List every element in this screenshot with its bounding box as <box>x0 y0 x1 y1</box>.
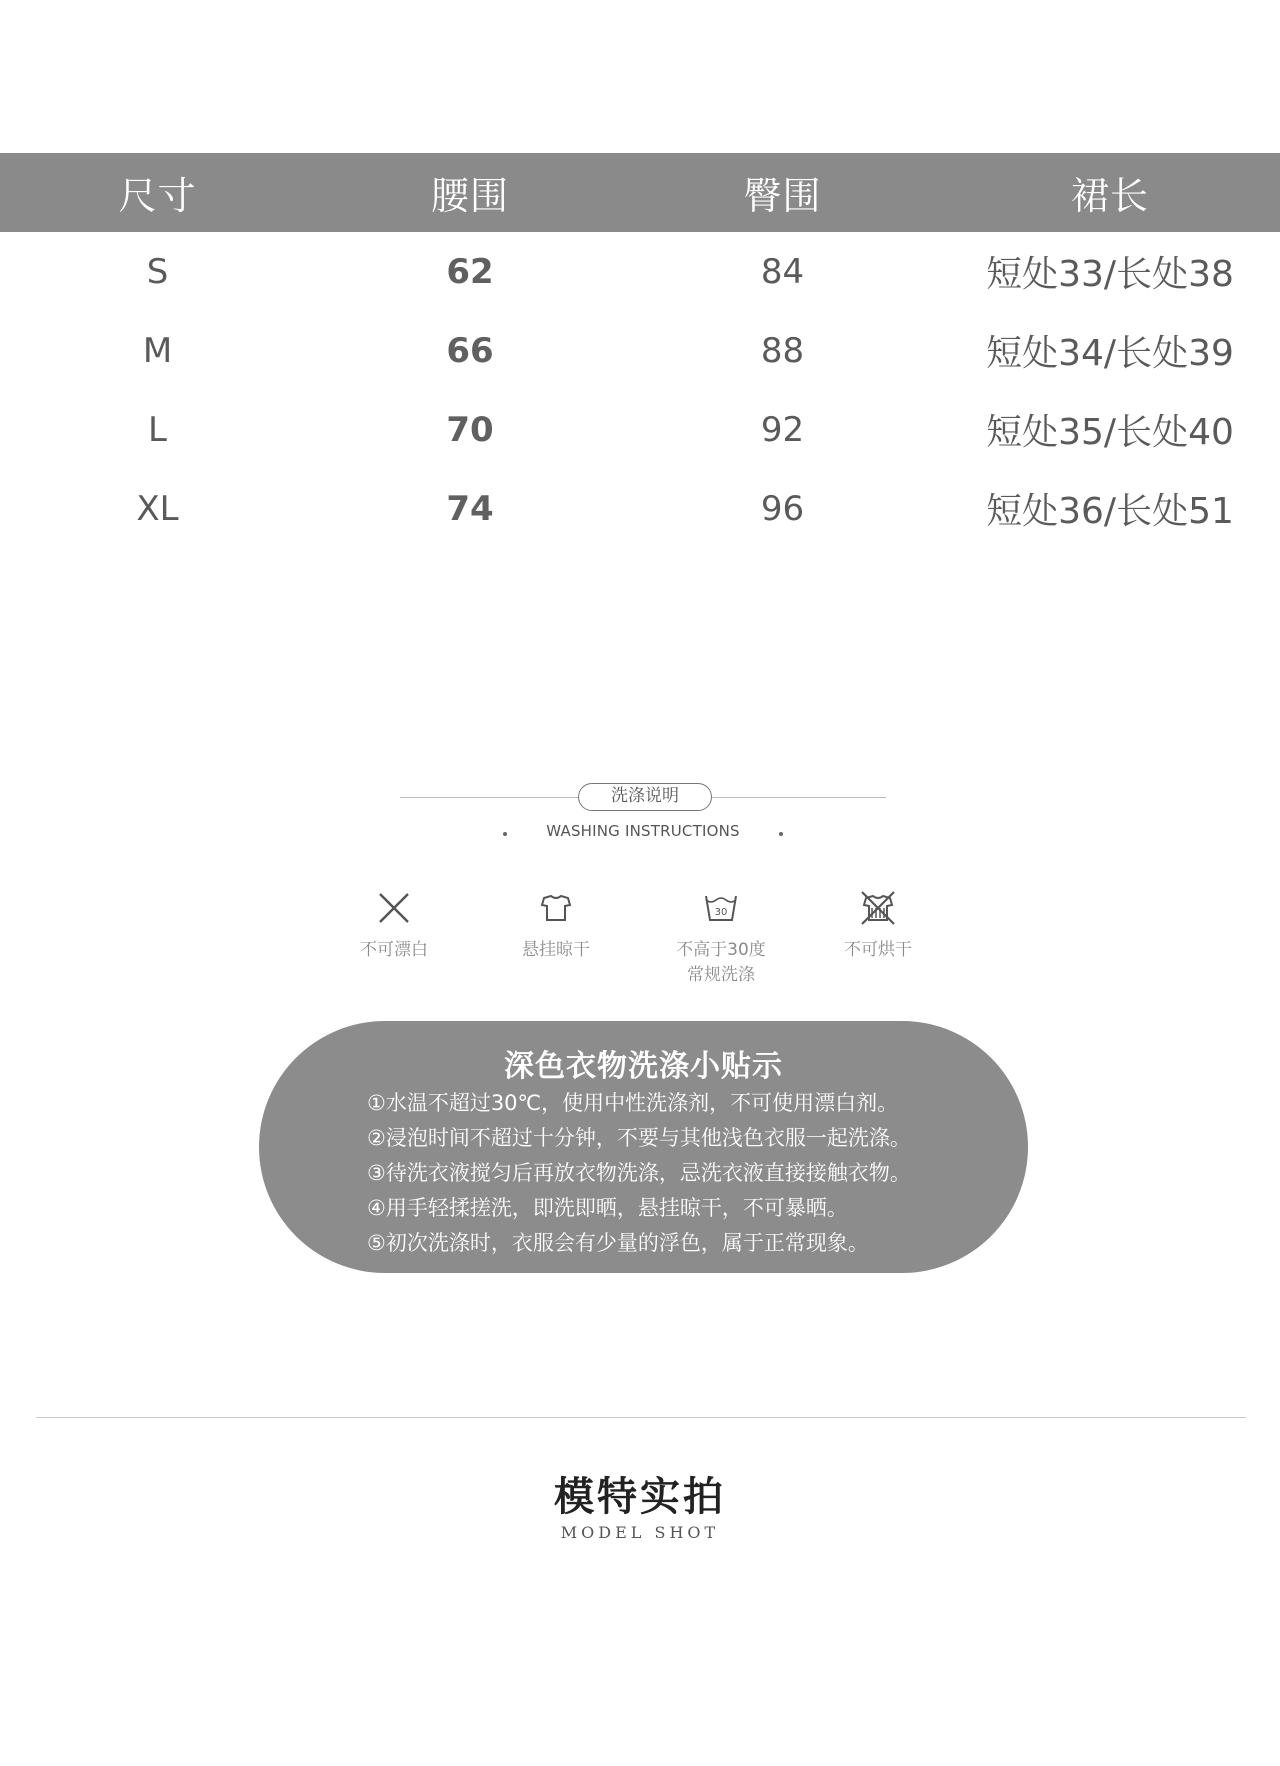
header-length: 裙长 <box>1070 174 1149 218</box>
model-shot-subtitle: MODEL SHOT <box>560 1523 720 1542</box>
list-item: ②浸泡时间不超过十分钟，不要与其他浅色衣服一起洗涤。 <box>367 1126 911 1150</box>
size-table <box>0 153 1280 548</box>
table-row <box>0 469 1280 548</box>
header-waist: 腰围 <box>430 174 509 218</box>
size-table-header <box>0 153 1280 232</box>
list-item: ④用手轻揉搓洗，即洗即晒，悬挂晾干，不可暴晒。 <box>367 1196 848 1220</box>
cell-hip: 84 <box>760 251 805 292</box>
cell-length: 短处34/长处39 <box>986 333 1234 374</box>
washing-title-pill: 洗涤说明 <box>578 783 712 811</box>
list-item: ①水温不超过30℃，使用中性洗涤剂，不可使用漂白剂。 <box>367 1091 899 1115</box>
table-row <box>0 311 1280 390</box>
tips-list <box>367 1086 911 1261</box>
tips-title: 深色衣物洗涤小贴示 <box>504 1049 783 1084</box>
care-label-line1: 不高于30度 <box>676 940 766 960</box>
care-wash-30 <box>661 888 781 988</box>
cell-size: L <box>148 409 167 450</box>
no-tumble-dry-icon <box>856 888 900 928</box>
table-row <box>0 232 1280 311</box>
care-label: 悬挂晾干 <box>522 940 590 960</box>
cell-hip: 92 <box>760 409 805 450</box>
list-item: ③待洗衣液搅匀后再放衣物洗涤，忌洗衣液直接接触衣物。 <box>367 1161 911 1185</box>
dark-clothes-tips <box>259 1021 1028 1273</box>
cell-length: 短处33/长处38 <box>986 254 1234 295</box>
wash-30-text: 30 <box>714 907 728 918</box>
cell-hip: 88 <box>760 330 805 371</box>
list-item: ⑤初次洗涤时，衣服会有少量的浮色，属于正常现象。 <box>367 1231 869 1255</box>
cell-length: 短处35/长处40 <box>986 412 1234 453</box>
cell-waist: 74 <box>446 488 494 529</box>
header-size: 尺寸 <box>118 174 197 218</box>
cell-size: XL <box>136 488 179 529</box>
hang-dry-icon <box>536 888 576 928</box>
care-no-tumble-dry <box>818 888 938 963</box>
no-bleach-icon <box>374 888 414 928</box>
care-no-bleach <box>334 888 454 963</box>
washing-title <box>400 782 886 812</box>
decor-dot <box>779 832 783 836</box>
header-hip: 臀围 <box>743 174 822 218</box>
cell-hip: 96 <box>760 488 805 529</box>
table-row <box>0 390 1280 469</box>
care-hang-dry <box>496 888 616 963</box>
cell-size: M <box>142 330 173 371</box>
wash-30-icon <box>701 888 741 928</box>
cell-waist: 70 <box>446 409 494 450</box>
care-label: 不可漂白 <box>360 940 428 960</box>
section-divider <box>36 1417 1246 1418</box>
care-label <box>661 938 781 988</box>
care-label-line2: 常规洗涤 <box>687 965 755 985</box>
model-shot-title: 模特实拍 <box>554 1474 726 1520</box>
cell-size: S <box>146 251 169 292</box>
cell-waist: 66 <box>446 330 494 371</box>
washing-subtitle: WASHING INSTRUCTIONS <box>546 822 740 840</box>
care-label: 不可烘干 <box>844 940 912 960</box>
cell-waist: 62 <box>446 251 494 292</box>
cell-length: 短处36/长处51 <box>986 491 1234 532</box>
